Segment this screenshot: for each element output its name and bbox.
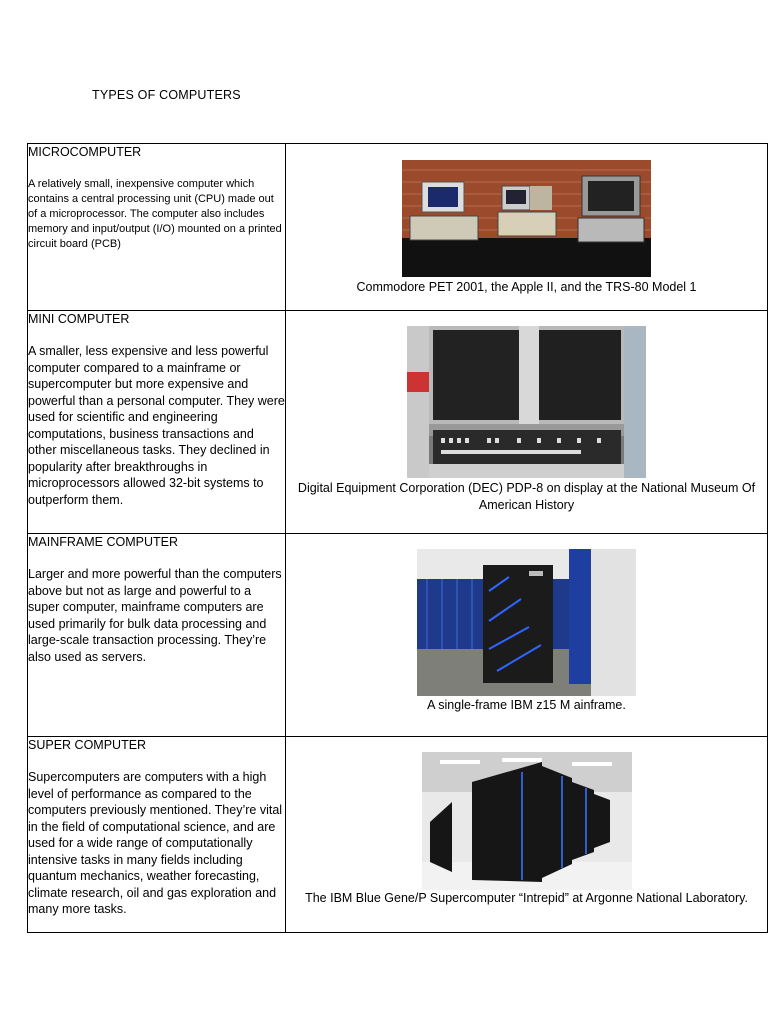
table-row-super-computer (28, 737, 768, 933)
table-row-mainframe-computer (28, 534, 768, 737)
row-description: Larger and more powerful than the computers above but not as large and powerful to a super computer, mainframe computers are used primarily for bulk data processing and large-scale transaction processing. They’re also used as servers. (28, 567, 282, 664)
image-cell (286, 534, 768, 737)
row-heading: SUPER COMPUTER (28, 738, 147, 752)
table-row-mini-computer (28, 311, 768, 534)
computer-types-table (27, 143, 768, 933)
row-heading: MINI COMPUTER (28, 312, 130, 326)
row-description: A smaller, less expensive and less powerful computer compared to a mainframe or supercomputer but more expensive and powerful than a personal computer. They were used for scientific and engineering computations, business transactions and other miscellaneous tasks. They declined in popularity after breakthroughs in microprocessors allowed 32-bit systems to outperform them. (28, 344, 285, 507)
row-caption: The IBM Blue Gene/P Supercomputer “Intrepid” at Argonne National Laboratory. (305, 891, 748, 905)
image-cell (286, 311, 768, 534)
description-cell (28, 737, 286, 933)
document-title: TYPES OF COMPUTERS (92, 88, 241, 102)
table-row-microcomputer (28, 144, 768, 311)
image-cell (286, 144, 768, 311)
description-cell (28, 534, 286, 737)
row-description: Supercomputers are computers with a high level of performance as compared to the computers previously mentioned. They’re vital in the field of computational science, and are used for a wide range of computationally intensive tasks in many fields including quantum mechanics, weather forecasting, climate research, oil and gas exploration and many more tasks. (28, 770, 283, 916)
ibm-z15-photo (417, 549, 636, 696)
microcomputers-photo (402, 160, 651, 277)
row-heading: MAINFRAME COMPUTER (28, 535, 178, 549)
blue-gene-photo (422, 752, 632, 890)
row-caption: Digital Equipment Corporation (DEC) PDP-8 on display at the National Museum Of American History (297, 481, 756, 512)
row-caption: Commodore PET 2001, the Apple II, and the TRS-80 Model 1 (356, 280, 697, 294)
row-description: A relatively small, inexpensive computer which contains a central processing unit (CPU) made out of a microprocessor. The computer also includes memory and input/output (I/O) mounted on a printed circuit board (PCB) (28, 178, 282, 250)
description-cell (28, 144, 286, 311)
pdp8-photo (407, 326, 646, 478)
row-heading: MICROCOMPUTER (28, 145, 142, 159)
row-caption: A single-frame IBM z15 M ainframe. (427, 698, 626, 712)
image-cell (286, 737, 768, 933)
description-cell (28, 311, 286, 534)
